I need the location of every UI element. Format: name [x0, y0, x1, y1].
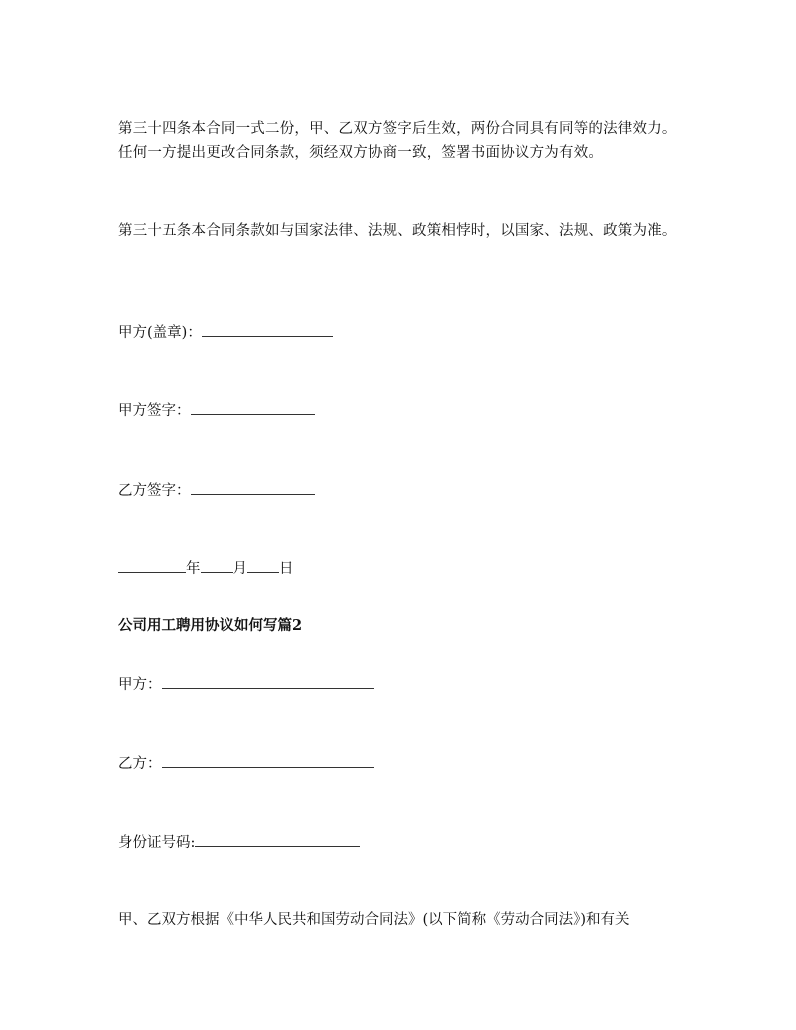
party-b-sign-line — [118, 480, 315, 501]
date-line — [118, 558, 294, 579]
article-34-text: 第三十四条本合同一式二份，甲、乙双方签字后生效，两份合同具有同等的法律效力。任何一方提出更改合同条款，须经双方协商一致，签署书面协议方为有效。 — [118, 121, 677, 161]
party-b-label: 乙方： — [118, 756, 162, 772]
party-a-label: 甲方： — [118, 677, 162, 693]
party-a-seal-line — [118, 322, 333, 343]
year-blank — [118, 558, 186, 573]
month-blank — [201, 558, 233, 573]
id-number-label: 身份证号码: — [118, 835, 196, 851]
party-a-seal-label: 甲方(盖章)： — [118, 325, 202, 341]
section-title: 公司用工聘用协议如何写篇2 — [118, 617, 303, 634]
article-35-text: 第三十五条本合同条款如与国家法律、法规、政策相悖时，以国家、法规、政策为准。 — [118, 223, 677, 239]
party-a-sign-line — [118, 400, 315, 421]
party-b-line — [118, 753, 374, 774]
id-number-blank — [195, 832, 360, 847]
intro-text: 甲、乙双方根据《中华人民共和国劳动合同法》(以下简称《劳动合同法》)和有关 — [118, 912, 630, 928]
date-month-label: 月 — [232, 561, 247, 577]
party-b-sign-label: 乙方签字： — [118, 483, 191, 499]
party-a-sign-blank — [191, 400, 315, 415]
party-a-blank — [162, 674, 374, 689]
date-day-label: 日 — [279, 561, 294, 577]
day-blank — [247, 558, 279, 573]
id-number-line — [118, 832, 360, 853]
party-b-sign-blank — [191, 480, 315, 495]
party-a-line — [118, 674, 374, 695]
party-b-blank — [162, 753, 374, 768]
party-a-seal-blank — [202, 322, 333, 337]
date-year-label: 年 — [186, 561, 201, 577]
party-a-sign-label: 甲方签字： — [118, 403, 191, 419]
